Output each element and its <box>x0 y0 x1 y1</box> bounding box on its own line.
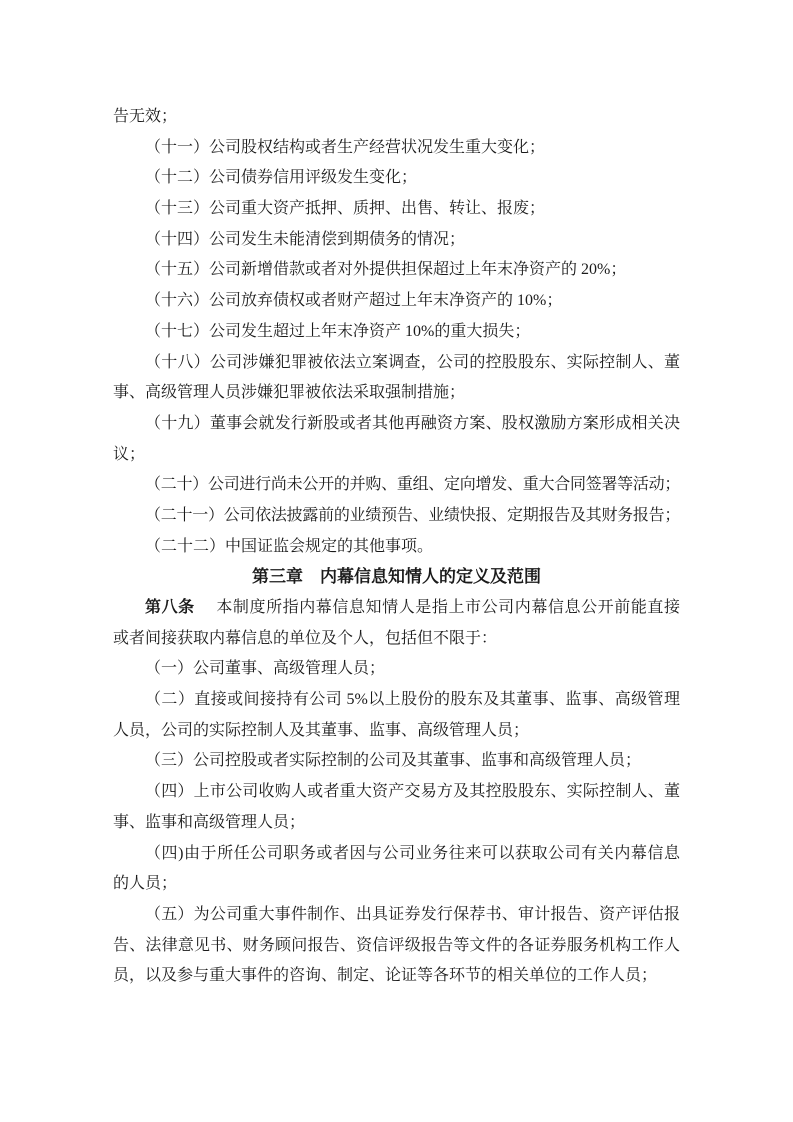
paragraph <box>113 102 680 133</box>
paragraph <box>113 348 680 409</box>
text-line: （三）公司控股或者实际控制的公司及其董事、监事和高级管理人员； <box>145 752 642 770</box>
paragraph <box>113 593 680 654</box>
text-line: （四)由于所任公司职务或者因与公司业务往来可以获取公司有关内幕信息 <box>145 844 680 862</box>
text-line: （二十一）公司依法披露前的业绩预告、业绩快报、定期报告及其财务报告； <box>145 506 680 524</box>
text-line: 第八条 本制度所指内幕信息知情人是指上市公司内幕信息公开前能直接 <box>145 599 680 616</box>
text-line: 第三章 内幕信息知情人的定义及范围 <box>252 567 541 587</box>
text-line: 员，以及参与重大事件的咨询、制定、论证等各环节的相关单位的工作人员； <box>113 967 658 985</box>
paragraph <box>113 470 680 501</box>
paragraph <box>113 501 680 532</box>
paragraph <box>113 194 680 225</box>
paragraph <box>113 654 680 685</box>
paragraph <box>113 163 680 194</box>
text-line: （十一）公司股权结构或者生产经营状况发生重大变化； <box>145 138 546 156</box>
text-line: （十七）公司发生超过上年末净资产 10%的重大损失； <box>145 322 531 340</box>
text-line: 或者间接获取内幕信息的单位及个人，包括但不限于： <box>113 629 498 647</box>
paragraph <box>113 317 680 348</box>
text-line: 的人员； <box>113 875 178 893</box>
text-line: 人员，公司的实际控制人及其董事、监事、高级管理人员； <box>113 721 530 739</box>
text-line: （十四）公司发生未能清偿到期债务的情况； <box>145 230 466 248</box>
text-line: （二十二）中国证监会规定的其他事项。 <box>145 537 434 555</box>
text-line: 议； <box>113 445 146 463</box>
chapter-heading <box>113 562 680 593</box>
paragraph <box>113 532 680 563</box>
text-line: （十二）公司债券信用评级发生变化； <box>145 169 418 187</box>
text-line: 告无效； <box>113 108 178 125</box>
text-line: 告、法律意见书、财务顾问报告、资信评级报告等文件的各证券服务机构工作人 <box>113 936 680 954</box>
paragraph <box>113 777 680 838</box>
paragraph <box>113 900 680 992</box>
text-line: （五）为公司重大事件制作、出具证券发行保荐书、审计报告、资产评估报 <box>145 905 680 923</box>
document-content <box>113 102 680 992</box>
text-line: （二十）公司进行尚未公开的并购、重组、定向增发、重大合同签署等活动； <box>145 476 680 494</box>
text-line: （十五）公司新增借款或者对外提供担保超过上年末净资产的 20%； <box>145 261 627 279</box>
text-line: 事、监事和高级管理人员； <box>113 813 306 831</box>
paragraph <box>113 839 680 900</box>
text-line: 事、高级管理人员涉嫌犯罪被依法采取强制措施； <box>113 384 466 402</box>
text-line: （十八）公司涉嫌犯罪被依法立案调查，公司的控股股东、实际控制人、董 <box>145 353 680 371</box>
text-line: （十三）公司重大资产抵押、质押、出售、转让、报废； <box>145 200 546 218</box>
text-line: （十六）公司放弃债权或者财产超过上年末净资产的 10%； <box>145 292 563 310</box>
text-line: （四）上市公司收购人或者重大资产交易方及其控股股东、实际控制人、董 <box>145 783 680 801</box>
paragraph <box>113 409 680 470</box>
text-line: （一）公司董事、高级管理人员； <box>145 660 386 678</box>
paragraph <box>113 286 680 317</box>
paragraph <box>113 685 680 746</box>
paragraph <box>113 225 680 256</box>
text-line: （二）直接或间接持有公司 5%以上股份的股东及其董事、监事、高级管理 <box>145 691 680 709</box>
paragraph <box>113 133 680 164</box>
paragraph <box>113 746 680 777</box>
article-number: 第八条 <box>145 599 195 616</box>
text-line: （十九）董事会就发行新股或者其他再融资方案、股权激励方案形成相关决 <box>145 414 680 432</box>
paragraph <box>113 255 680 286</box>
